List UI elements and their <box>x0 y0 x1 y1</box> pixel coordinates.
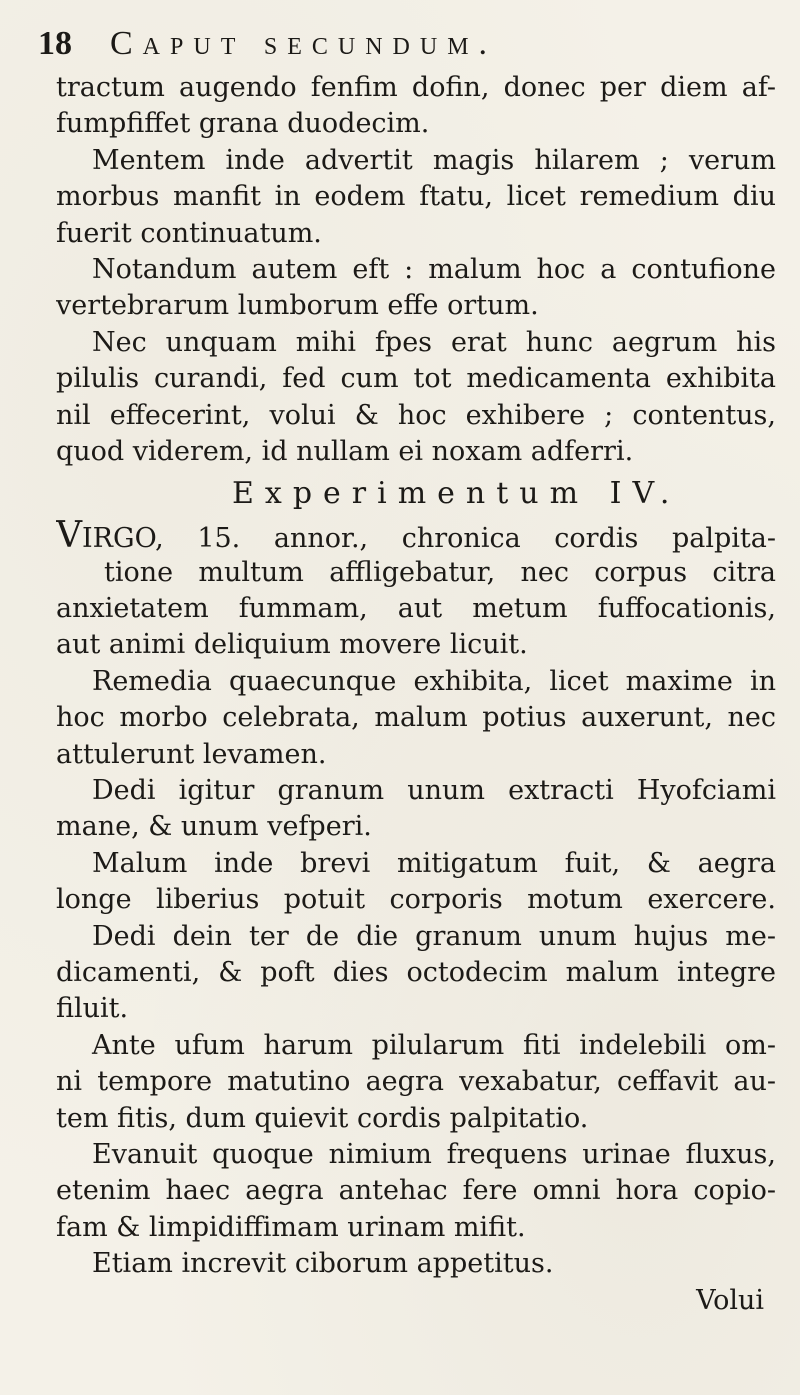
text-line: Nec unquam mihi fpes erat hunc aegrum his <box>92 326 776 358</box>
drop-cap: V <box>56 518 82 555</box>
text-line: fumpfiffet grana duodecim. <box>56 108 430 140</box>
text-line: nil effecerint, volui & hoc exhibere ; contentus, <box>56 399 776 431</box>
text-line: Remedia quaecunque exhibita, licet maxime in <box>92 665 776 697</box>
text-line: tem fitis, dum quievit cordis palpitatio. <box>56 1102 589 1134</box>
text-line: Evanuit quoque nimium frequens urinae fluxus, <box>92 1138 776 1170</box>
text-line: hoc morbo celebrata, malum potius auxerunt, nec <box>56 702 776 734</box>
catchword: Volui <box>696 1284 764 1316</box>
text-line: tione multum affligebatur, nec corpus citra <box>104 556 776 588</box>
text-line: vertebrarum lumborum effe ortum. <box>56 290 539 322</box>
text-line: Dedi igitur granum unum extracti Hyofciami <box>92 775 776 807</box>
text-line: attulerunt levamen. <box>56 738 327 770</box>
text-line: quod viderem, id nullam ei noxam adferri. <box>56 435 634 467</box>
text-line: Notandum autem eft : malum hoc a contufione <box>92 253 776 285</box>
running-title: Caput secundum. <box>110 25 498 62</box>
text-line: ni tempore matutino aegra vexabatur, ceffavit au- <box>56 1066 776 1098</box>
text-line: longe liberius potuit corporis motum exercere. <box>56 884 776 916</box>
text-line: filuit. <box>56 993 129 1025</box>
text-line: pilulis curandi, fed cum tot medicamenta exhibita <box>56 363 776 395</box>
text-line: etenim haec aegra antehac fere omni hora copio- <box>56 1175 776 1207</box>
text-line: Dedi dein ter de die granum unum hujus me- <box>92 920 776 952</box>
text-line-first <box>56 518 776 554</box>
text-line: mane, & unum vefperi. <box>56 811 372 843</box>
text-line: Ante ufum harum pilularum fiti indelebili om- <box>92 1029 776 1061</box>
body-text <box>56 70 776 1319</box>
text-line: morbus manfit in eodem ftatu, licet remedium diu <box>56 181 776 213</box>
text-line: Mentem inde advertit magis hilarem ; verum <box>92 144 776 176</box>
page-number: 18 <box>38 25 72 62</box>
text-line: anxietatem fummam, aut metum fuffocationis, <box>56 593 776 625</box>
text-line: fuerit continuatum. <box>56 217 322 249</box>
text-line: fam & limpidiffimam urinam mifit. <box>56 1211 526 1243</box>
text-line: tractum augendo fenfim dofin, donec per diem af- <box>56 72 776 103</box>
text-line: dicamenti, & poft dies octodecim malum integre <box>56 956 776 988</box>
text-line: Malum inde brevi mitigatum fuit, & aegra <box>92 847 776 879</box>
text-line: aut animi deliquium movere licuit. <box>56 629 528 661</box>
running-head <box>38 22 778 66</box>
section-heading: Experimentum IV. <box>232 476 681 512</box>
text-line-rest: IRGO, 15. annor., chronica cordis palpita- <box>82 523 776 555</box>
text-line: Etiam increvit ciborum appetitus. <box>92 1248 554 1280</box>
